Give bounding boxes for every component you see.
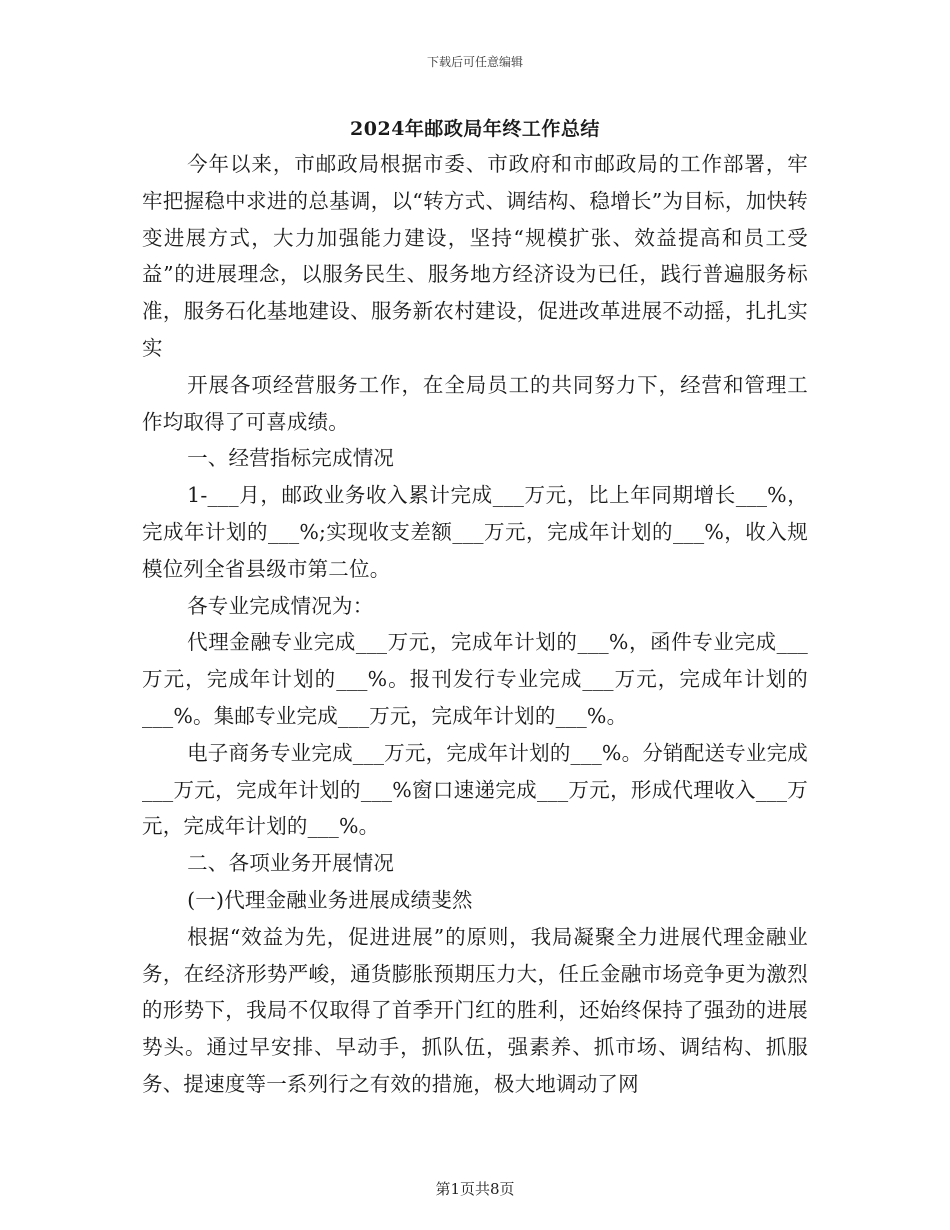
section-heading: 一、经营指标完成情况	[187, 446, 395, 471]
body-paragraph: 1-___月，邮政业务收入累计完成___万元，比上年同期增长___%，完成年计划的___%;实现收支差额___万元，完成年计划的___%，收入规模位列全省县级市第二位。	[142, 483, 808, 581]
body-paragraph: 开展各项经营服务工作，在全局员工的共同努力下，经营和管理工作均取得了可喜成绩。	[142, 372, 808, 434]
subsection-heading: (一)代理金融业务进展成绩斐然	[187, 887, 473, 912]
document-title: 2024年邮政局年终工作总结	[350, 118, 600, 140]
section-heading: 二、各项业务开展情况	[187, 851, 395, 876]
body-paragraph: 电子商务专业完成___万元，完成年计划的___%。分销配送专业完成___万元，完成年计划的___%窗口速递完成___万元，形成代理收入___万元，完成年计划的___%。	[142, 740, 808, 839]
page-number: 第1页共8页	[435, 1180, 515, 1198]
body-paragraph: 根据“效益为先，促进进展”的原则，我局凝聚全力进展代理金融业务，在经济形势严峻，通货膨胀预期压力大，任丘金融市场竞争更为激烈的形势下，我局不仅取得了首季开门红的胜利，还始终保持了强劲的进展势头。通过早安排、早动手，抓队伍，强素养、抓市场、调结构、抓服务、提速度等一系列行之有效的措施，极大地调动了网	[142, 924, 808, 1096]
body-paragraph: 代理金融专业完成___万元，完成年计划的___%，函件专业完成___万元，完成年计划的___%。报刊发行专业完成___万元，完成年计划的___%。集邮专业完成___万元，完成年计划的___%。	[142, 630, 808, 728]
body-paragraph: 今年以来，市邮政局根据市委、市政府和市邮政局的工作部署，牢牢把握稳中求进的总基调，以“转方式、调结构、稳增长”为目标，加快转变进展方式，大力加强能力建设，坚持“规模扩张、效益提高和员工受益”的进展理念，以服务民生、服务地方经济设为已任，践行普遍服务标准，服务石化基地建设、服务新农村建设，促进改革进展不动摇，扎扎实实	[142, 152, 808, 360]
body-paragraph: 各专业完成情况为：	[187, 593, 374, 618]
document-body	[142, 146, 808, 1103]
header-note: 下载后可任意编辑	[426, 55, 523, 69]
